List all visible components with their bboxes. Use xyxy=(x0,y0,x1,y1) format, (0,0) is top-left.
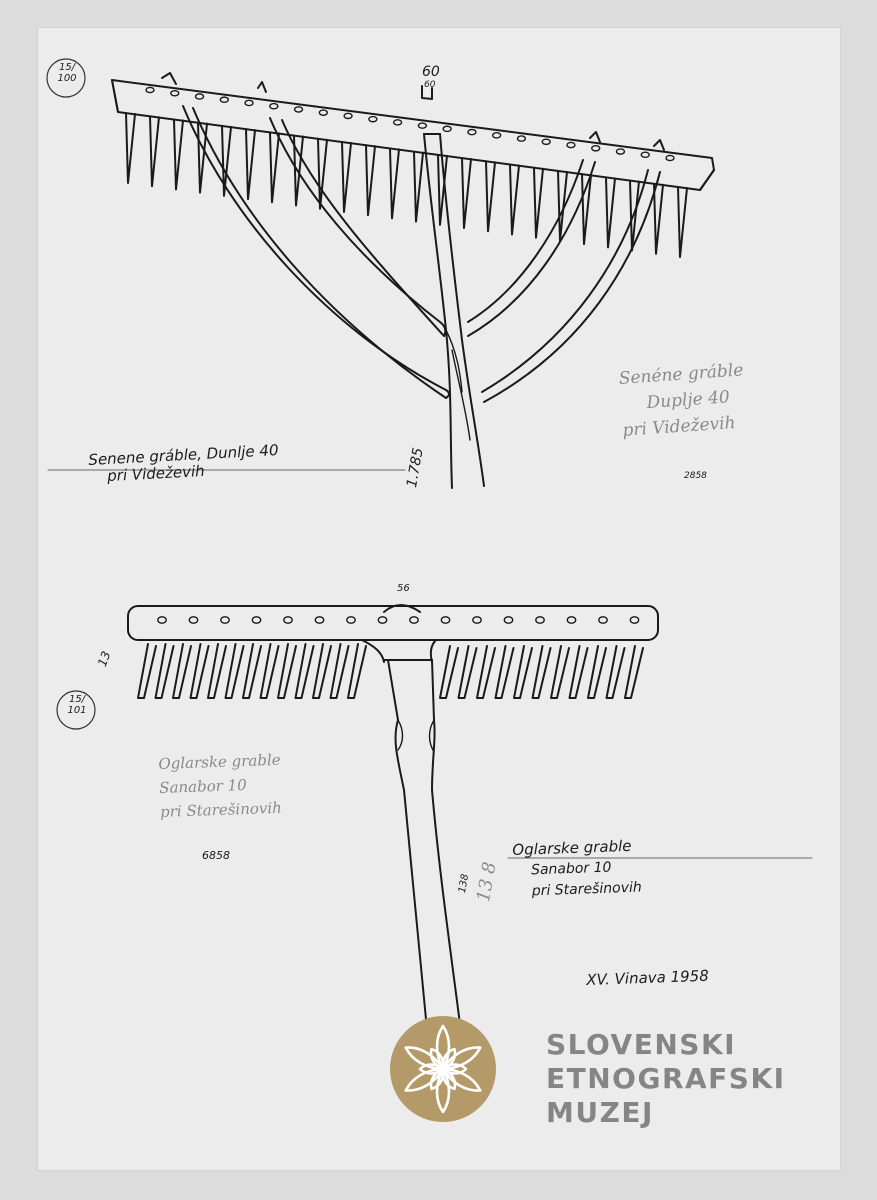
rake-tooth xyxy=(630,181,639,251)
top-ink-caption-line2: pri Videževih xyxy=(106,462,206,486)
bottom-ink-caption-line3: pri Starešinovih xyxy=(531,879,643,900)
rake-tooth xyxy=(366,145,375,215)
rake-tooth xyxy=(278,644,296,698)
top-pencil-caption xyxy=(618,357,748,444)
rake-tooth xyxy=(654,184,663,254)
bottom-pencil-caption xyxy=(158,748,283,824)
rake-tooth xyxy=(570,646,588,698)
rake-tooth xyxy=(270,132,279,202)
rake-tooth xyxy=(296,644,314,698)
rake-tooth xyxy=(462,158,471,228)
author-date: XV. Vinava 1958 xyxy=(585,966,710,989)
rake-tooth xyxy=(607,646,625,698)
dimension-top-length: 1.785 xyxy=(404,446,427,489)
rake-tooth xyxy=(313,644,331,698)
inventory-number-top xyxy=(53,62,81,84)
bottom-pencil-caption-line1: Oglarske grable xyxy=(158,750,281,773)
rake-tooth xyxy=(606,177,615,247)
inventory-top-line1: 15/ xyxy=(58,62,76,73)
rake-tooth xyxy=(551,646,569,698)
bottom-pencil-caption-line3: pri Starešinovih xyxy=(159,798,283,821)
inventory-bottom-line2: 101 xyxy=(67,705,87,716)
rake-tooth xyxy=(318,139,327,209)
rake-tooth xyxy=(678,187,687,257)
museum-logo-text xyxy=(546,1028,786,1130)
top-pencil-caption-line1: Senéne gráble xyxy=(618,360,744,389)
rake-tooth xyxy=(150,116,159,186)
bottom-ink-caption-line2: Sanabor 10 xyxy=(530,859,612,879)
rake-tooth xyxy=(390,148,399,218)
rake-tooth xyxy=(625,646,643,698)
rake-tooth xyxy=(126,113,135,183)
rake-tooth xyxy=(261,644,279,698)
hay-rake-drawing xyxy=(47,59,714,488)
top-pencil-caption-line3: pri Videževih xyxy=(621,412,737,441)
rake-tooth xyxy=(173,644,191,698)
rake-tooth xyxy=(243,644,261,698)
rake-tooth xyxy=(174,119,183,189)
rake-tooth xyxy=(496,646,514,698)
rake-tooth xyxy=(331,644,349,698)
logo-line-1: SLOVENSKI xyxy=(546,1028,737,1061)
inventory-bottom-line1: 15/ xyxy=(68,694,86,705)
rake-tooth xyxy=(534,168,543,238)
rake-tooth xyxy=(486,161,495,231)
bottom-ink-caption xyxy=(512,836,642,902)
rake-tooth xyxy=(191,644,209,698)
rake-tooth xyxy=(588,646,606,698)
rake-tooth xyxy=(414,152,423,222)
dimension-bottom-width: 56 xyxy=(397,583,410,594)
museum-logo-badge xyxy=(388,1014,498,1124)
inventory-top-line2: 100 xyxy=(57,73,77,84)
dimension-top-width-sub: 60 xyxy=(424,80,436,90)
rake-tooth xyxy=(510,164,519,234)
rake-tooth xyxy=(226,644,244,698)
rake-tooth xyxy=(533,646,551,698)
inventory-number-bottom xyxy=(63,694,91,716)
bottom-pencil-caption-line2: Sanabor 10 xyxy=(158,775,248,797)
bottom-ink-caption-line1: Oglarske grable xyxy=(512,836,632,859)
rake-tooth xyxy=(342,142,351,212)
rake-tooth xyxy=(477,646,495,698)
dimension-bottom-side: 13 xyxy=(95,649,114,669)
top-pencil-ref: 2858 xyxy=(684,471,707,481)
logo-line-2: ETNOGRAFSKI xyxy=(546,1062,786,1095)
rake-tooth xyxy=(440,646,458,698)
dimension-bottom-length-pencil: 13 8 xyxy=(473,860,501,904)
dimension-top-width: 60 xyxy=(422,64,440,80)
rake-tooth xyxy=(198,123,207,193)
rake-tooth xyxy=(459,646,477,698)
rake-tooth xyxy=(246,129,255,199)
rake-tooth xyxy=(138,644,156,698)
rake-tooth xyxy=(514,646,532,698)
bottom-pencil-ref: 6858 xyxy=(202,849,230,862)
top-pencil-caption-line2: Dupljе 40 xyxy=(645,387,731,414)
logo-line-3: MUZEJ xyxy=(546,1096,654,1129)
dimension-bottom-length: 138 xyxy=(457,873,472,894)
rake-tooth xyxy=(156,644,174,698)
rake-tooth xyxy=(208,644,226,698)
rake-tooth xyxy=(348,644,366,698)
top-ink-caption-line1: Senene gráble, Dunlje 40 xyxy=(87,441,279,469)
